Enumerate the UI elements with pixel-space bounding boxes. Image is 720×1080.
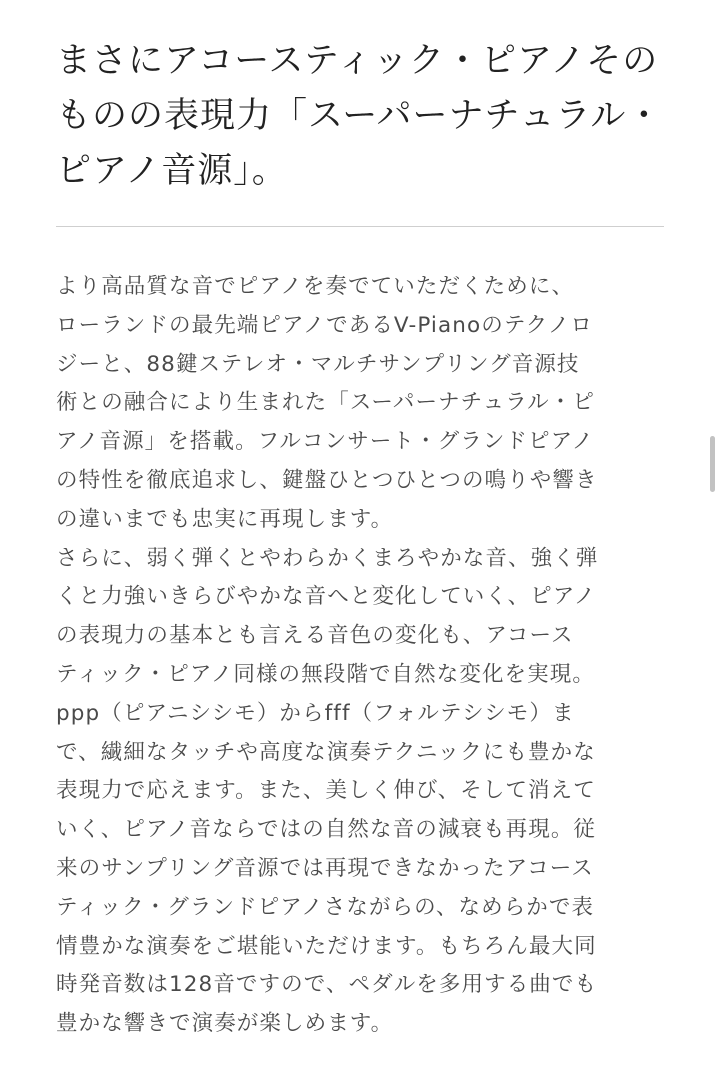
body-line: で、繊細なタッチや高度な演奏テクニックにも豊かな bbox=[56, 739, 596, 765]
section-heading bbox=[56, 34, 676, 199]
body-line: 術との融合により生まれた「スーパーナチュラル・ピ bbox=[56, 390, 595, 416]
heading-line: ものの表現力「スーパーナチュラル・ bbox=[56, 96, 663, 136]
body-line: くと力強いきらびやかな音へと変化していく、ピアノ bbox=[56, 584, 597, 610]
body-line: 情豊かな演奏をご堪能いただけます。もちろん最大同 bbox=[56, 933, 597, 959]
body-paragraph bbox=[56, 268, 676, 1044]
body-line: いく、ピアノ音ならではの自然な音の減衰も再現。従 bbox=[56, 817, 597, 843]
body-line: 時発音数は128音ですので、ペダルを多用する曲でも bbox=[56, 972, 598, 998]
body-line: の特性を徹底追求し、鍵盤ひとつひとつの鳴りや響き bbox=[56, 467, 598, 493]
body-line: アノ音源」を搭載。フルコンサート・グランドピアノ bbox=[56, 429, 595, 455]
scrollbar-thumb[interactable] bbox=[710, 436, 715, 492]
heading-line: ピアノ音源」。 bbox=[56, 151, 288, 191]
body-line: の違いまでも忠実に再現します。 bbox=[56, 506, 394, 532]
body-line: さらに、弱く弾くとやわらかくまろやかな音、強く弾 bbox=[56, 545, 599, 571]
body-line: より高品質な音でピアノを奏でていただくために、 bbox=[56, 274, 575, 299]
body-line: 表現力で応えます。また、美しく伸び、そして消えて bbox=[56, 778, 596, 804]
body-line: ppp（ピアニシシモ）からfff（フォルテシシモ）ま bbox=[56, 700, 575, 726]
body-line: の表現力の基本とも言える音色の変化も、アコース bbox=[56, 623, 574, 649]
divider bbox=[56, 226, 664, 227]
body-line: ジーと、88鍵ステレオ・マルチサンプリング音源技 bbox=[56, 351, 580, 377]
heading-line: まさにアコースティック・ピアノその bbox=[56, 41, 659, 81]
body-line: 来のサンプリング音源では再現できなかったアコース bbox=[56, 855, 594, 881]
body-line: ティック・グランドピアノさながらの、なめらかで表 bbox=[56, 894, 595, 920]
body-line: ローランドの最先端ピアノであるV-Pianoのテクノロ bbox=[56, 312, 593, 338]
body-line: 豊かな響きで演奏が楽しめます。 bbox=[56, 1011, 394, 1037]
body-line: ティック・ピアノ同様の無段階で自然な変化を実現。 bbox=[56, 661, 595, 687]
